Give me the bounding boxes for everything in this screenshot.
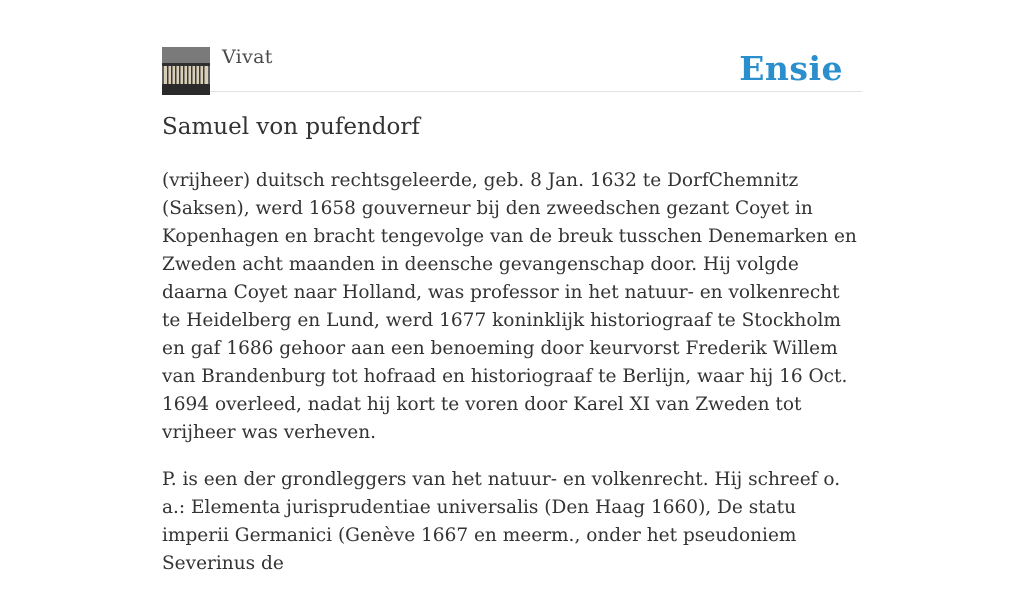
source-name[interactable]: Vivat bbox=[222, 46, 273, 68]
header bbox=[162, 44, 862, 92]
article-body bbox=[162, 167, 862, 597]
brand-logo[interactable]: Ensie bbox=[739, 49, 843, 88]
article-paragraph: P. is een der grondleggers van het natuur- en volkenrecht. Hij schreef o. a.: Elementa jurisprudentiae universalis (Den Haag 1660), De statu imperii Germanici (Genève 1667 en meerm., onder het pseudoniem Severinus de bbox=[162, 469, 841, 574]
article-paragraph: (vrijheer) duitsch rechtsgeleerde, geb. 8 Jan. 1632 te DorfChemnitz (Saksen), werd 1658 gouverneur bij den zweedschen gezant Coyet in Kopenhagen en bracht tengevolge van de breuk tusschen Denemarken en Zweden acht maanden in deensche gevangenschap door. Hij volgde daarna Coyet naar Holland, was professor in het natuur- en volkenrecht te Heidelberg en Lund, werd 1677 koninklijk historiograaf te Stockholm en gaf 1686 gehoor aan een benoeming door keurvorst Frederik Willem van Brandenburg tot hofraad en historiograaf te Berlijn, waar hij 16 Oct. 1694 overleed, nadat hij kort te voren door Karel XI van Zweden tot vrijheer was verheven. bbox=[162, 170, 857, 443]
source-avatar[interactable] bbox=[162, 47, 210, 95]
article-title: Samuel von pufendorf bbox=[162, 114, 420, 140]
books-icon bbox=[162, 47, 210, 95]
